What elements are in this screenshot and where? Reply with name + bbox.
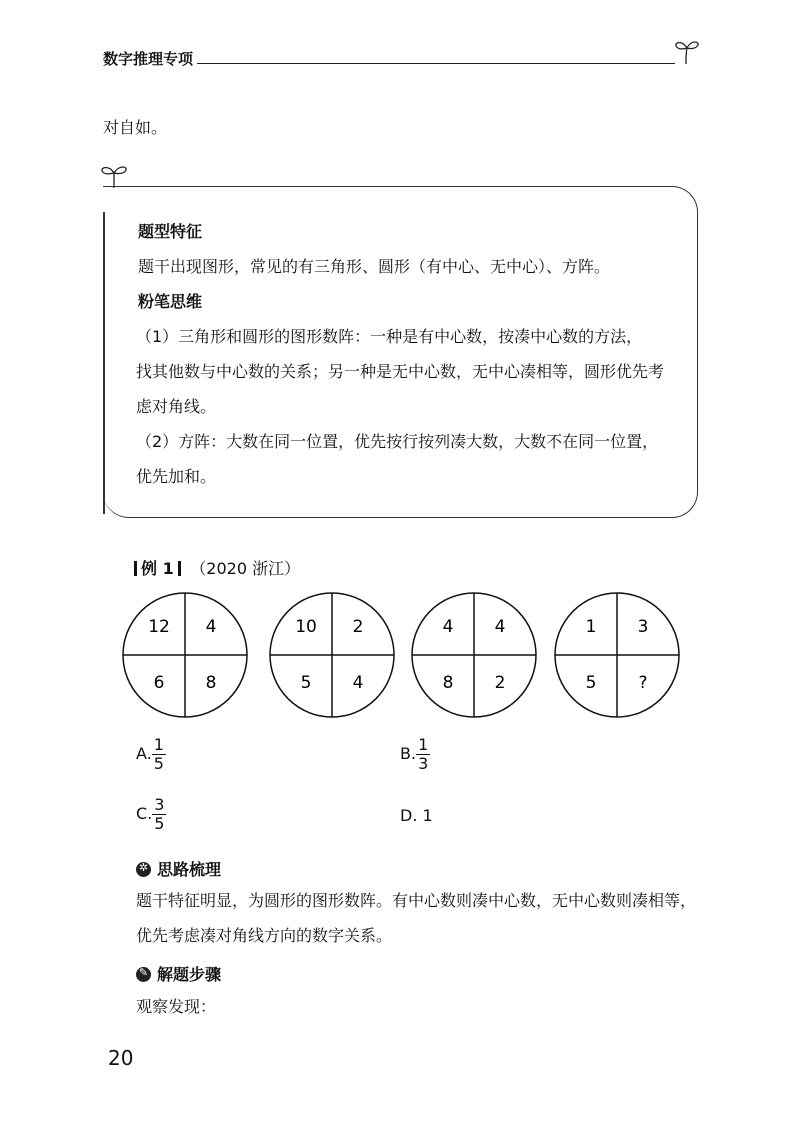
circle-1-bottom-left: 6 (153, 673, 165, 693)
example-source: （2020 浙江） (190, 559, 301, 578)
intro-tail-text: 对自如。 (103, 118, 168, 137)
option-a-numerator: 1 (153, 735, 164, 754)
circle-1-top-right: 4 (205, 617, 217, 637)
running-header-title: 数字推理专项 (103, 50, 194, 68)
circle-4-top-right: 3 (637, 617, 649, 637)
circle-3-bottom-left: 8 (442, 673, 454, 693)
option-c-numerator: 3 (154, 795, 165, 814)
option-a-fraction (152, 736, 166, 773)
example-label (130, 556, 300, 579)
option-c-label: C. (136, 804, 153, 823)
thinking-para2-line2: 优先加和。 (136, 467, 217, 486)
example-number: 例 1 (141, 559, 174, 578)
thinking-title-text: 思路梳理 (157, 860, 222, 879)
feature-box-left-bar (103, 212, 105, 514)
circle-2-top-left: 10 (295, 617, 317, 637)
circle-figures (110, 585, 690, 725)
circle-2-bottom-left: 5 (300, 673, 312, 693)
circle-figure-2 (270, 593, 394, 717)
circle-3-top-right: 4 (494, 617, 506, 637)
option-b-label: B. (400, 744, 417, 763)
circle-1-bottom-right: 8 (205, 673, 217, 693)
circle-figure-1 (123, 593, 247, 717)
option-a[interactable] (136, 736, 166, 773)
option-b[interactable] (400, 736, 430, 773)
sprout-icon (672, 36, 702, 66)
circle-4-bottom-right: ? (638, 673, 648, 693)
feature-text: 题干出现图形，常见的有三角形、圆形（有中心、无中心）、方阵。 (138, 257, 611, 276)
example-bar-right (178, 561, 181, 576)
option-c-fraction (152, 796, 166, 833)
steps-section-title (136, 962, 221, 985)
header-rule (197, 63, 675, 64)
circle-3-bottom-right: 2 (494, 673, 506, 693)
example-bar-left (134, 561, 137, 576)
thinking-line-2: 优先考虑凑对角线方向的数字关系。 (136, 926, 393, 945)
circle-figure-4 (555, 593, 679, 717)
thinking-para2-line1: （2）方阵：大数在同一位置，优先按行按列凑大数，大数不在同一位置， (136, 432, 659, 451)
option-a-denominator: 5 (153, 754, 164, 773)
thinking-heading: 粉笔思维 (138, 292, 203, 311)
steps-title-text: 解题步骤 (157, 965, 222, 984)
option-c[interactable] (136, 796, 166, 833)
option-a-label: A. (136, 744, 152, 763)
thinking-line-1: 题干特征明显，为圆形的图形数阵。有中心数则凑中心数，无中心数则凑相等， (136, 891, 697, 910)
thinking-para1-line3: 虑对角线。 (136, 397, 217, 416)
pencil-icon: ✎ (136, 967, 151, 982)
thinking-para1-line2: 找其他数与中心数的关系；另一种是无中心数，无中心凑相等，圆形优先考 (136, 362, 665, 381)
option-b-numerator: 1 (418, 735, 429, 754)
circle-1-top-left: 12 (148, 617, 170, 637)
circle-2-top-right: 2 (352, 617, 364, 637)
feature-heading: 题型特征 (138, 222, 203, 241)
option-b-denominator: 3 (418, 754, 429, 773)
thinking-para1-line1: （1）三角形和圆形的图形数阵：一种是有中心数，按凑中心数的方法， (136, 327, 643, 346)
option-d[interactable]: D. 1 (400, 806, 433, 825)
circle-3-top-left: 4 (442, 617, 454, 637)
steps-line-1: 观察发现： (136, 997, 217, 1016)
circle-2-bottom-right: 4 (352, 673, 364, 693)
circle-4-bottom-left: 5 (585, 673, 597, 693)
page-number: 20 (108, 1046, 134, 1070)
circle-4-top-left: 1 (585, 617, 597, 637)
option-b-fraction (416, 736, 430, 773)
thinking-section-title (136, 857, 221, 880)
circle-figure-3 (412, 593, 536, 717)
option-c-denominator: 5 (154, 814, 165, 833)
gear-icon: ✲ (136, 862, 151, 877)
